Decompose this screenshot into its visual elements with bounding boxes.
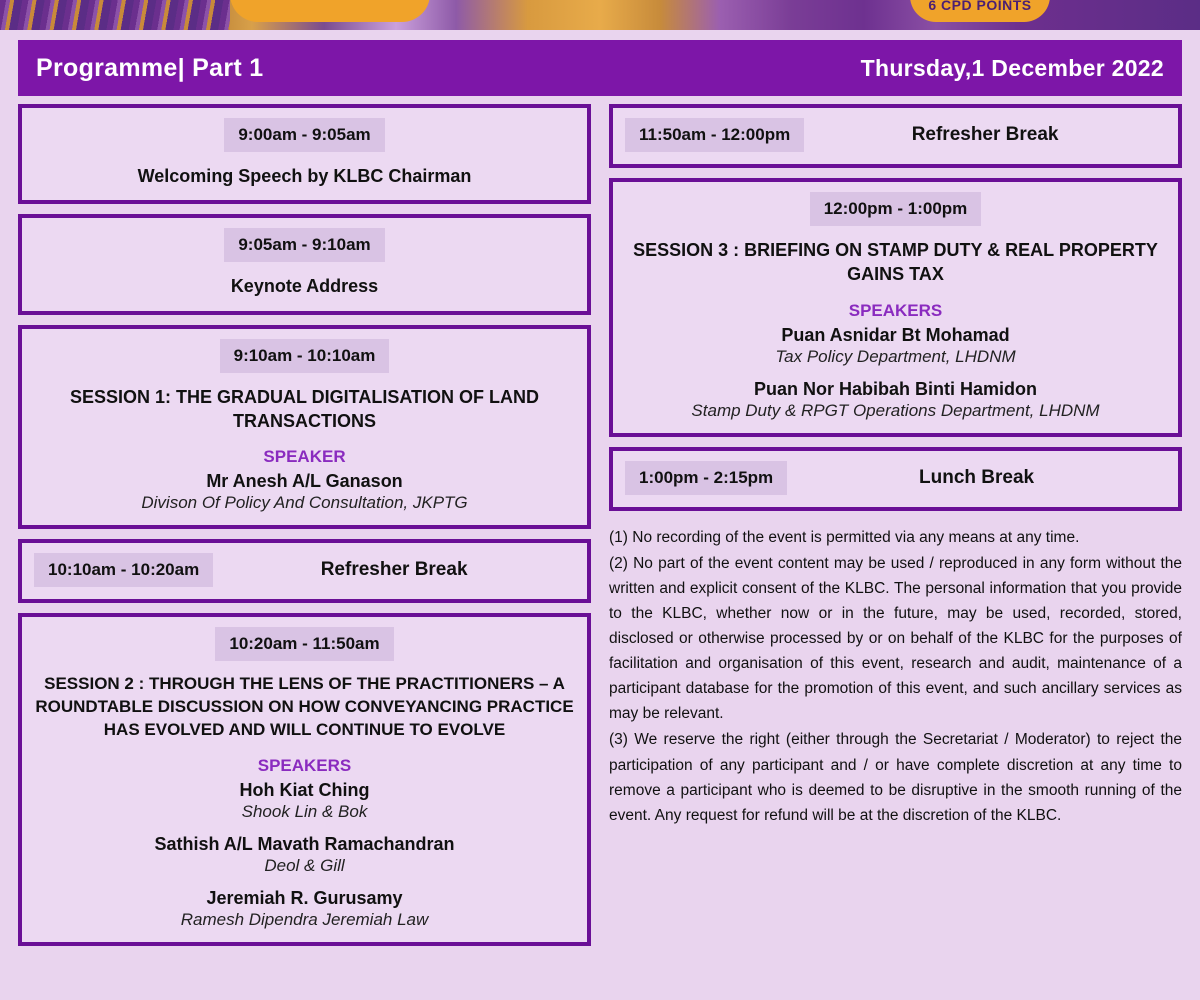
speaker-name: Sathish A/L Mavath Ramachandran: [154, 834, 455, 854]
break-label: Refresher Break: [320, 559, 468, 581]
time-row: [34, 228, 575, 262]
orange-tab-left: [230, 0, 430, 22]
terms-and-conditions: [609, 525, 1182, 828]
speaker-name: Hoh Kiat Ching: [239, 780, 370, 800]
time-row: [34, 118, 575, 152]
break-label: Lunch Break: [919, 466, 1035, 488]
speaker-entry: [625, 325, 1166, 367]
programme-item: [18, 104, 591, 204]
time-row: [34, 627, 575, 661]
time-row: [34, 339, 575, 373]
time-row: [625, 192, 1166, 226]
programme-item: [18, 613, 591, 946]
programme-item: [609, 178, 1182, 437]
speaker-name: Puan Asnidar Bt Mohamad: [781, 324, 1010, 345]
speaker-organisation: Ramesh Dipendra Jeremiah Law: [180, 910, 429, 929]
programme-item: [18, 214, 591, 314]
speaker-heading: SPEAKER: [263, 447, 346, 467]
note-item: (3) We reserve the right (either through the Secretariat / Moderator) to reject the participation of any participant and / or have complete discretion at any time to remove a participant who is deemed to be disruptive in the smooth running of the event. Any request for refund will be at the discretion of the KLBC.: [609, 731, 1182, 824]
speaker-entry: [34, 888, 575, 930]
item-title: Welcoming Speech by KLBC Chairman: [137, 166, 472, 186]
programme-break: [18, 539, 591, 603]
programme-header-bar: [18, 40, 1182, 96]
time-chip: 9:10am - 10:10am: [220, 339, 390, 373]
break-label: Refresher Break: [911, 124, 1059, 145]
time-chip: 12:00pm - 1:00pm: [810, 192, 982, 226]
item-title: SESSION 3 : BRIEFING ON STAMP DUTY & REAL PROPERTY GAINS TAX: [633, 240, 1158, 285]
time-chip: 9:00am - 9:05am: [224, 118, 384, 152]
time-chip: 11:50am - 12:00pm: [625, 118, 804, 152]
time-row: [625, 461, 1166, 495]
programme-item: [18, 325, 591, 530]
speaker-organisation: Shook Lin & Bok: [241, 802, 368, 821]
programme-columns: [18, 104, 1182, 956]
stripe-pattern: [0, 0, 230, 30]
time-row: [625, 118, 1166, 152]
speaker-entry: [625, 379, 1166, 421]
speaker-name: Puan Nor Habibah Binti Hamidon: [753, 378, 1037, 399]
programme-break: [609, 447, 1182, 511]
speaker-entry: [34, 471, 575, 513]
time-chip: 9:05am - 9:10am: [224, 228, 384, 262]
speaker-heading: SPEAKERS: [257, 756, 352, 775]
speaker-organisation: Stamp Duty & RPGT Operations Department, LHDNM: [691, 400, 1100, 420]
item-title: SESSION 1: THE GRADUAL DIGITALISATION OF LAND TRANSACTIONS: [69, 386, 539, 431]
left-column: [18, 104, 591, 956]
item-title: SESSION 2 : THROUGH THE LENS OF THE PRACTITIONERS – A ROUNDTABLE DISCUSSION ON HOW CONVEYANCING PRACTICE HAS EVOLVED AND WILL CONTINUE TO EVOLVE: [35, 674, 574, 740]
page-title: Programme| Part 1: [36, 53, 264, 82]
time-row: [34, 553, 575, 587]
speaker-name: Mr Anesh A/L Ganason: [206, 471, 403, 492]
programme-break: [609, 104, 1182, 168]
speaker-entry: [34, 780, 575, 822]
speaker-organisation: Deol & Gill: [264, 856, 345, 875]
speaker-name: Jeremiah R. Gurusamy: [206, 888, 403, 908]
speaker-entry: [34, 834, 575, 876]
item-title: Keynote Address: [230, 276, 379, 297]
right-column: [609, 104, 1182, 956]
programme-date: Thursday,1 December 2022: [860, 54, 1164, 81]
cpd-points-badge: 6 CPD POINTS: [910, 0, 1050, 22]
note-item: (2) No part of the event content may be used / reproduced in any form without the written and explicit consent of the KLBC. The personal information that you provide to the KLBC, whether now or in the future, may be used, recorded, stored, disclosed or otherwise processed by or on behalf of the KLBC for the purposes of facilitation and organisation of this event, research and audit, maintenance of a participant database for the promotion of this event, and such ancillary services as may be relevant.: [609, 554, 1182, 723]
speaker-organisation: Divison Of Policy And Consultation, JKPTG: [141, 493, 468, 513]
time-chip: 10:20am - 11:50am: [215, 627, 393, 661]
time-chip: 10:10am - 10:20am: [34, 553, 213, 587]
speaker-organisation: Tax Policy Department, LHDNM: [775, 346, 1016, 366]
time-chip: 1:00pm - 2:15pm: [625, 461, 787, 495]
note-item: (1) No recording of the event is permitted via any means at any time.: [609, 528, 1080, 546]
speaker-heading: SPEAKERS: [848, 300, 943, 320]
top-decorative-strip: [0, 0, 1200, 30]
